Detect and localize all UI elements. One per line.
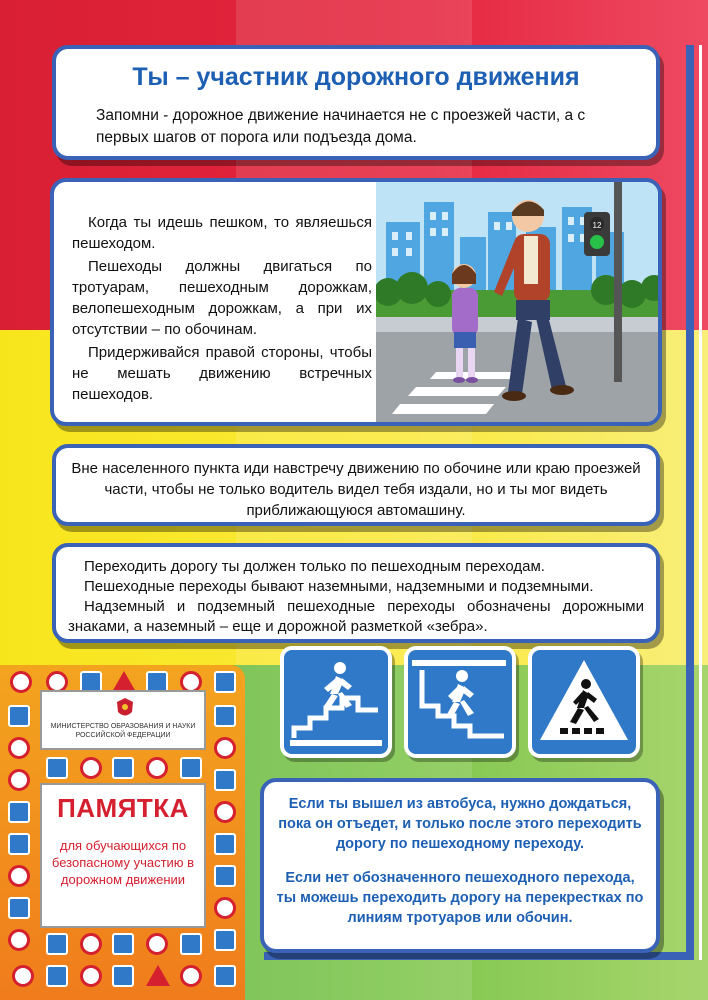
- underpass-sign-graphic: [408, 650, 512, 754]
- frame-right-edge: [686, 45, 694, 960]
- crossings-paragraph: Надземный и подземный пешеходные переходы обозначены дорожными знаками, а наземный – еще и дорожной разметкой «зебра».: [68, 598, 644, 635]
- mini-prohibit-sign-icon: [146, 933, 168, 955]
- mini-info-sign-icon: [214, 705, 236, 727]
- scene-illustration: [376, 182, 662, 422]
- mini-prohibit-sign-icon: [214, 801, 236, 823]
- memo-title-panel: [40, 783, 206, 928]
- mini-info-sign-icon: [46, 757, 68, 779]
- frame-right-inner-edge: [699, 45, 702, 960]
- mini-info-sign-icon: [8, 897, 30, 919]
- mini-info-sign-icon: [8, 833, 30, 855]
- underpass-crossing-sign-icon: [404, 646, 516, 758]
- page-subtitle: Запомни - дорожное движение начинается не с проезжей части, а с первых шагов от порога или подъезда дома.: [96, 107, 586, 146]
- title-box: [52, 45, 660, 160]
- bus-advice-box: [260, 778, 660, 953]
- pedestrian-paragraph: Придерживайся правой стороны, чтобы не мешать движению встречных пешеходов.: [72, 344, 372, 403]
- mini-prohibit-sign-icon: [180, 965, 202, 987]
- mini-info-sign-icon: [214, 671, 236, 693]
- mini-info-sign-icon: [214, 833, 236, 855]
- outside-town-text: Вне населенного пункта иди навстречу движению по обочине или краю проезжей части, чтобы не только водитель видел тебя издали, но и ты мог видеть приближающуюся автомашину.: [71, 460, 641, 519]
- crossing-sign-graphic: [532, 650, 636, 754]
- crossings-box: [52, 543, 660, 643]
- crossings-paragraph: Пешеходные переходы бывают наземными, надземными и подземными.: [84, 578, 594, 595]
- memo-title: ПАМЯТКА: [57, 793, 189, 823]
- mini-prohibit-sign-icon: [146, 757, 168, 779]
- traffic-light-counter: 12: [592, 221, 602, 230]
- overpass-crossing-sign-icon: [280, 646, 392, 758]
- mini-prohibit-sign-icon: [8, 737, 30, 759]
- mini-info-sign-icon: [180, 933, 202, 955]
- mini-prohibit-sign-icon: [8, 929, 30, 951]
- outside-town-box: [52, 444, 660, 526]
- mini-warning-sign-icon: [112, 671, 136, 692]
- memo-subtitle: для обучающихся по безопасному участию в дорожном движении: [51, 838, 195, 887]
- mini-prohibit-sign-icon: [80, 965, 102, 987]
- mini-prohibit-sign-icon: [214, 737, 236, 759]
- mini-info-sign-icon: [112, 933, 134, 955]
- frame-bottom-edge: [264, 952, 694, 960]
- mini-warning-sign-icon: [146, 965, 170, 986]
- pedestrian-paragraph: Пешеходы должны двигаться по тротуарам, пешеходным дорожкам, велопешеходным дорожкам, а при их отсутствии – по обочинам.: [72, 258, 372, 338]
- mini-prohibit-sign-icon: [8, 769, 30, 791]
- mini-info-sign-icon: [8, 801, 30, 823]
- mini-info-sign-icon: [214, 865, 236, 887]
- pedestrian-paragraph: Когда ты идешь пешком, то являешься пешеходом.: [72, 214, 372, 252]
- pedestrian-crossing-sign-icon: [528, 646, 640, 758]
- crossings-paragraph: Переходить дорогу ты должен только по пешеходным переходам.: [84, 558, 545, 575]
- mini-prohibit-sign-icon: [214, 897, 236, 919]
- mini-info-sign-icon: [46, 965, 68, 987]
- ministry-name: МИНИСТЕРСТВО ОБРАЗОВАНИЯ И НАУКИ РОССИЙСКОЙ ФЕДЕРАЦИИ: [50, 723, 196, 739]
- mini-info-sign-icon: [214, 769, 236, 791]
- memo-cover: [0, 665, 245, 1000]
- mini-info-sign-icon: [8, 705, 30, 727]
- pedestrian-box: [50, 178, 662, 426]
- mini-prohibit-sign-icon: [80, 933, 102, 955]
- bus-advice-text: [274, 794, 646, 942]
- pedestrian-crossing-scene-icon: [376, 182, 662, 422]
- mini-info-sign-icon: [112, 757, 134, 779]
- page-title: Ты – участник дорожного движения: [132, 63, 580, 91]
- bus-advice-paragraph: Если нет обозначенного пешеходного перехода, ты можешь переходить дорогу на перекрестках по линиям тротуаров или обочин.: [276, 870, 644, 926]
- mini-prohibit-sign-icon: [8, 865, 30, 887]
- memo-ministry-panel: [40, 690, 206, 750]
- bus-advice-paragraph: Если ты вышел из автобуса, нужно дождаться, пока он отъедет, и только после этого переходить дорогу по пешеходному переходу.: [278, 796, 642, 852]
- mini-prohibit-sign-icon: [10, 671, 32, 693]
- mini-info-sign-icon: [214, 929, 236, 951]
- mini-prohibit-sign-icon: [12, 965, 34, 987]
- mini-info-sign-icon: [112, 965, 134, 987]
- mini-info-sign-icon: [180, 757, 202, 779]
- crossings-text: [68, 557, 644, 637]
- coat-of-arms-icon: [114, 696, 136, 720]
- mini-info-sign-icon: [214, 965, 236, 987]
- mini-info-sign-icon: [46, 933, 68, 955]
- mini-prohibit-sign-icon: [80, 757, 102, 779]
- pedestrian-text: [72, 212, 372, 407]
- overpass-sign-graphic: [284, 650, 388, 754]
